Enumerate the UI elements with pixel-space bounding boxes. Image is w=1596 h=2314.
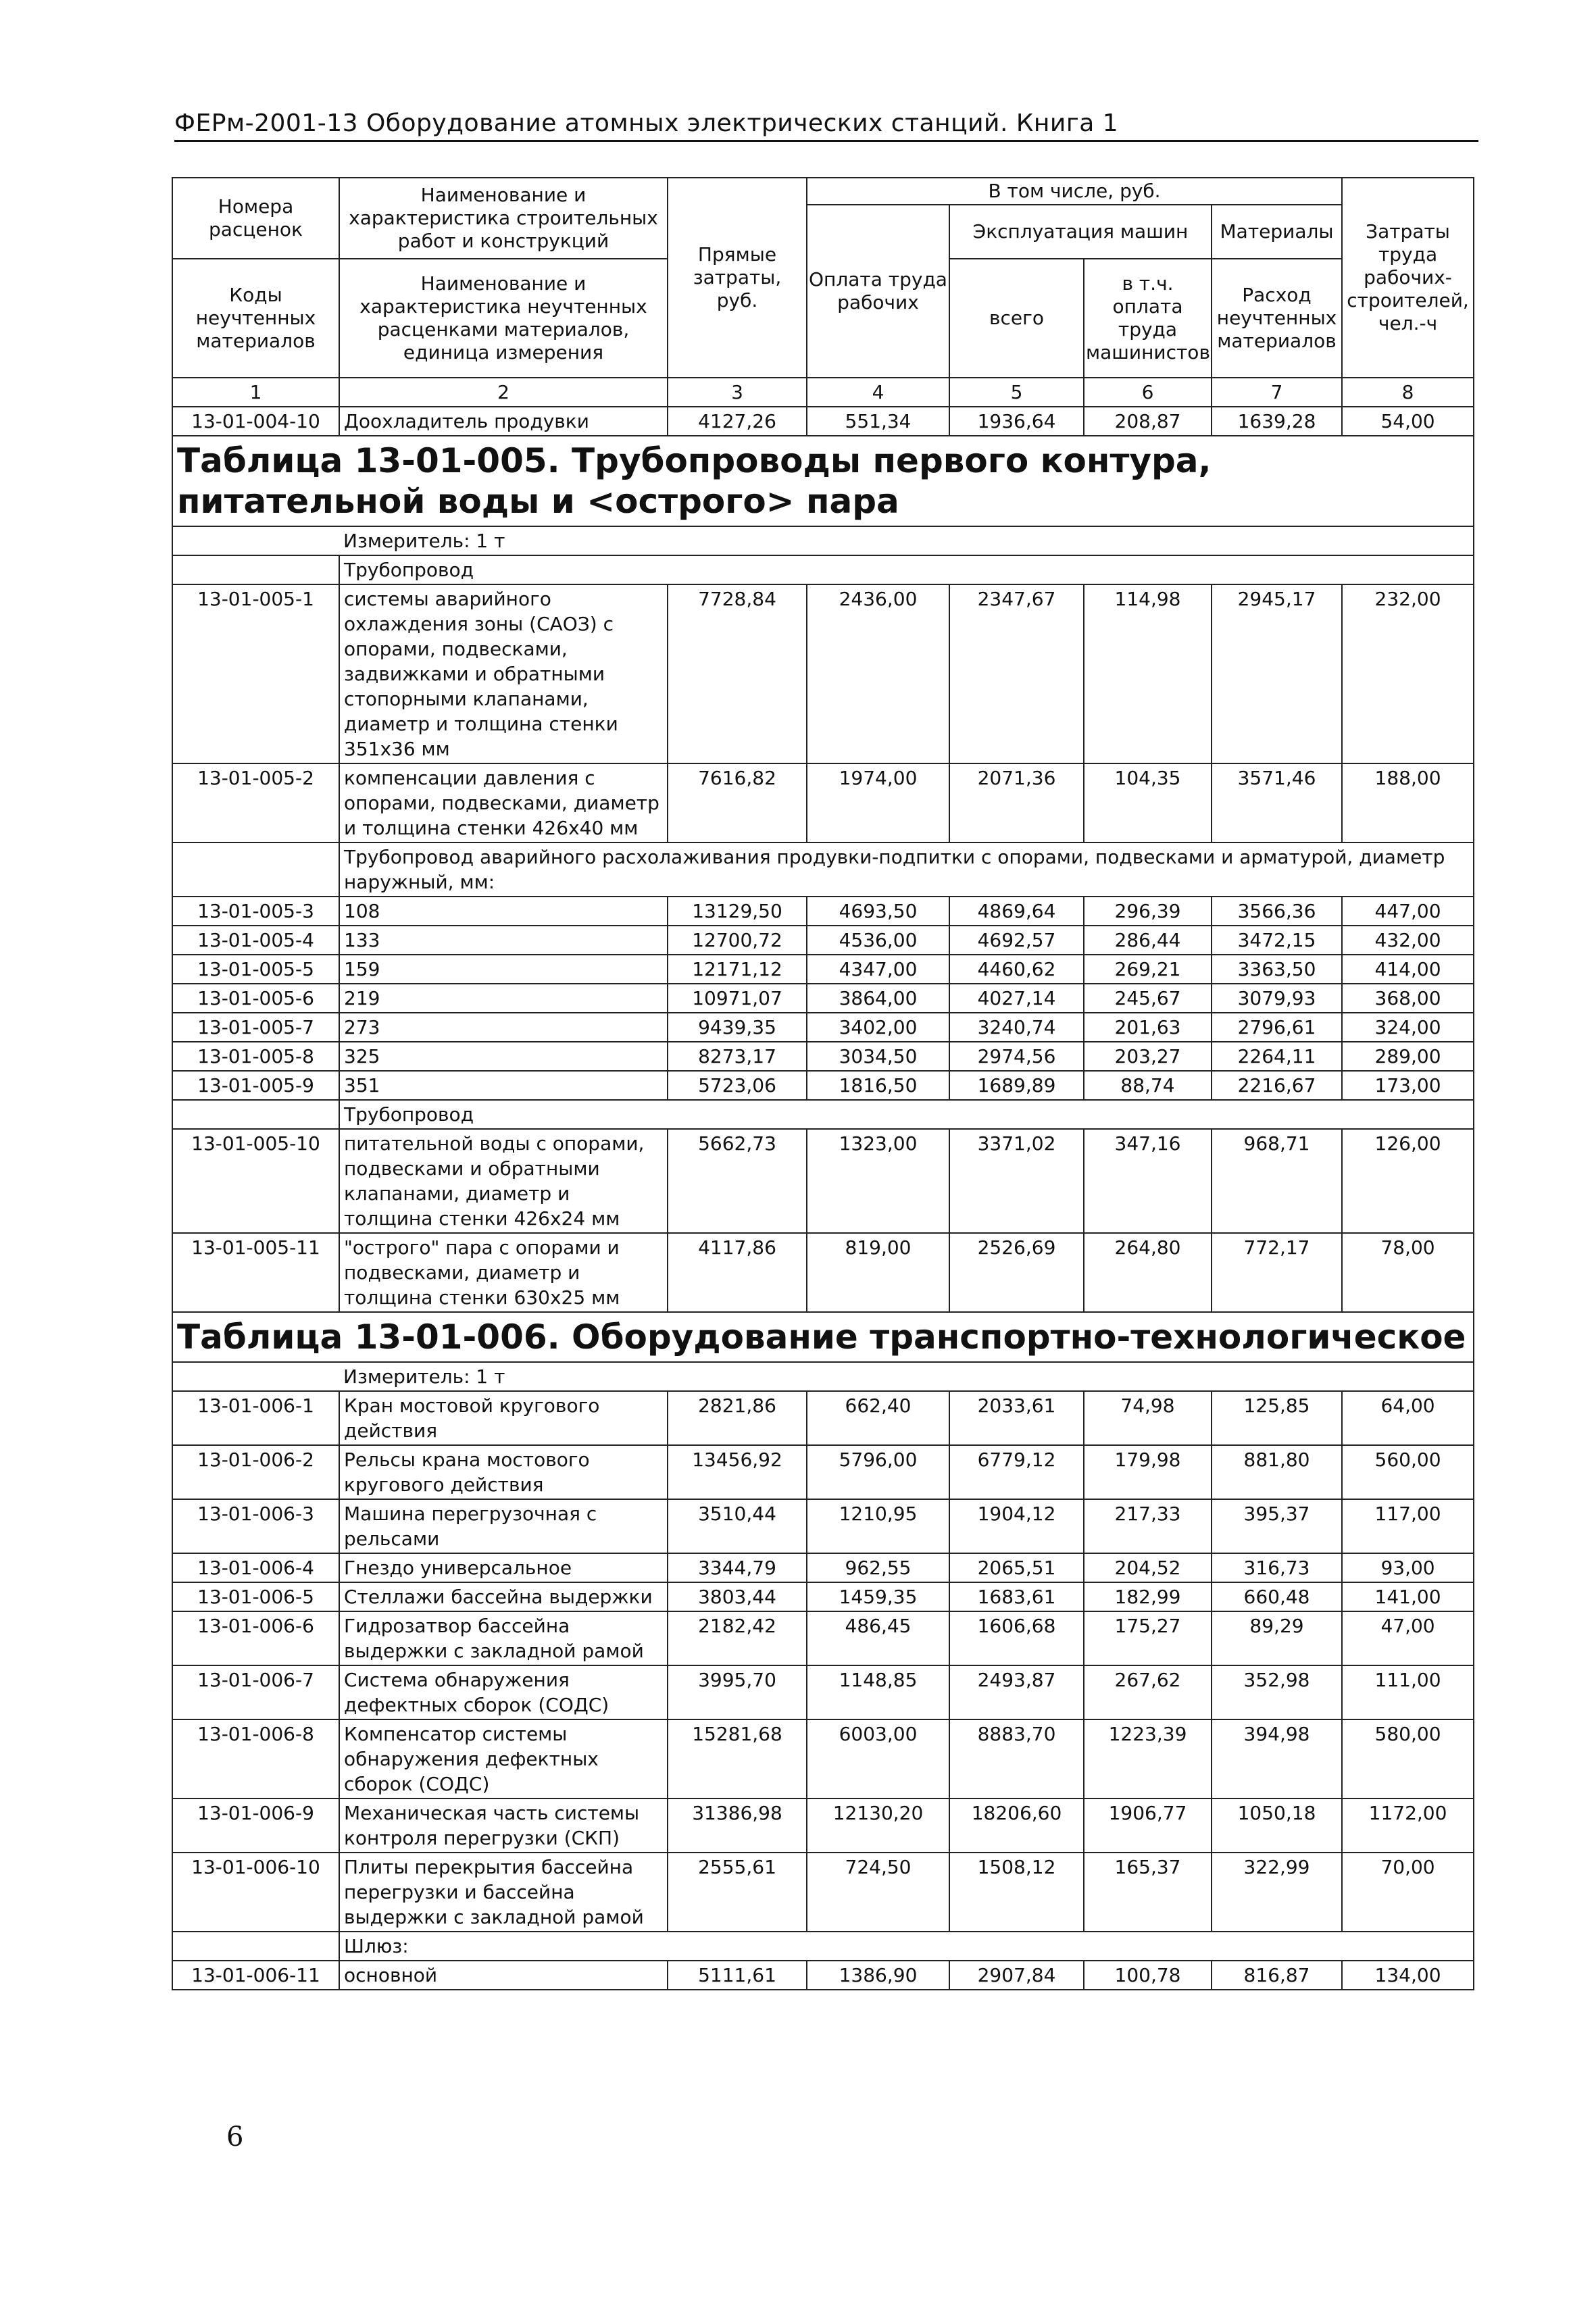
row-code: 13-01-006-7	[172, 1665, 339, 1719]
row-value: 3402,00	[807, 1013, 949, 1042]
row-code: 13-01-005-6	[172, 984, 339, 1013]
row-value: 8273,17	[668, 1042, 807, 1071]
row-code: 13-01-005-9	[172, 1071, 339, 1100]
row-value: 9439,35	[668, 1013, 807, 1042]
table-006-title: Таблица 13-01-006. Оборудование транспортно-технологическое	[172, 1312, 1474, 1362]
row-value: 78,00	[1342, 1233, 1474, 1312]
row-value: 414,00	[1342, 955, 1474, 984]
row-value: 126,00	[1342, 1129, 1474, 1233]
row-value: 560,00	[1342, 1445, 1474, 1499]
row-value: 4027,14	[949, 984, 1084, 1013]
table-row	[172, 584, 1474, 763]
row-value: 432,00	[1342, 926, 1474, 955]
table-row	[172, 1665, 1474, 1719]
row-value: 3034,50	[807, 1042, 949, 1071]
row-name: Механическая часть системы контроля перегрузки (СКП)	[339, 1799, 668, 1853]
row-value: 267,62	[1084, 1665, 1212, 1719]
row-value: 204,52	[1084, 1553, 1212, 1582]
page-number: 6	[226, 2121, 244, 2153]
row-code: 13-01-006-3	[172, 1499, 339, 1553]
table-row	[172, 1719, 1474, 1799]
row-value: 5796,00	[807, 1445, 949, 1499]
row-code: 13-01-005-7	[172, 1013, 339, 1042]
row-value: 324,00	[1342, 1013, 1474, 1042]
row-value: 93,00	[1342, 1553, 1474, 1582]
row-value: 6003,00	[807, 1719, 949, 1799]
row-code: 13-01-006-6	[172, 1611, 339, 1665]
row-value: 3566,36	[1212, 897, 1342, 926]
row-value: 74,98	[1084, 1391, 1212, 1445]
row-value: 54,00	[1342, 407, 1474, 436]
row-name: 273	[339, 1013, 668, 1042]
row-name: "острого" пара с опорами и подвесками, диаметр и толщина стенки 630x25 мм	[339, 1233, 668, 1312]
row-value: 968,71	[1212, 1129, 1342, 1233]
row-name: Система обнаружения дефектных сборок (СОДС)	[339, 1665, 668, 1719]
row-value: 1050,18	[1212, 1799, 1342, 1853]
row-value: 322,99	[1212, 1853, 1342, 1932]
table-row	[172, 1799, 1474, 1853]
row-code: 13-01-006-4	[172, 1553, 339, 1582]
table-row	[172, 1071, 1474, 1100]
row-value: 296,39	[1084, 897, 1212, 926]
group-label: Трубопровод	[339, 555, 1474, 584]
row-value: 2071,36	[949, 763, 1084, 842]
row-name: Рельсы крана мостового кругового действия	[339, 1445, 668, 1499]
row-value: 269,21	[1084, 955, 1212, 984]
row-value: 7728,84	[668, 584, 807, 763]
row-code: 13-01-005-5	[172, 955, 339, 984]
row-value: 2065,51	[949, 1553, 1084, 1582]
col-number: 7	[1212, 378, 1342, 407]
table-row	[172, 1013, 1474, 1042]
row-value: 1639,28	[1212, 407, 1342, 436]
row-value: 347,16	[1084, 1129, 1212, 1233]
row-value: 3079,93	[1212, 984, 1342, 1013]
row-value: 1683,61	[949, 1582, 1084, 1611]
row-value: 2264,11	[1212, 1042, 1342, 1071]
row-value: 3571,46	[1212, 763, 1342, 842]
row-value: 1689,89	[949, 1071, 1084, 1100]
row-value: 1386,90	[807, 1961, 949, 1990]
row-code: 13-01-006-1	[172, 1391, 339, 1445]
col-machines-pay: в т.ч. оплата труда машинистов	[1084, 259, 1212, 378]
row-value: 264,80	[1084, 1233, 1212, 1312]
row-value: 31386,98	[668, 1799, 807, 1853]
row-value: 4536,00	[807, 926, 949, 955]
row-code: 13-01-006-8	[172, 1719, 339, 1799]
row-name: 325	[339, 1042, 668, 1071]
row-value: 2493,87	[949, 1665, 1084, 1719]
row-value: 111,00	[1342, 1665, 1474, 1719]
table-row	[172, 955, 1474, 984]
table-row	[172, 1582, 1474, 1611]
row-value: 125,85	[1212, 1391, 1342, 1445]
row-value: 2182,42	[668, 1611, 807, 1665]
col-number: 4	[807, 378, 949, 407]
row-name: Гнездо универсальное	[339, 1553, 668, 1582]
row-value: 5723,06	[668, 1071, 807, 1100]
row-value: 395,37	[1212, 1499, 1342, 1553]
row-value: 10971,07	[668, 984, 807, 1013]
row-value: 1223,39	[1084, 1719, 1212, 1799]
row-value: 3344,79	[668, 1553, 807, 1582]
row-value: 88,74	[1084, 1071, 1212, 1100]
row-value: 1606,68	[949, 1611, 1084, 1665]
row-value: 175,27	[1084, 1611, 1212, 1665]
row-value: 1508,12	[949, 1853, 1084, 1932]
row-value: 3510,44	[668, 1499, 807, 1553]
row-value: 134,00	[1342, 1961, 1474, 1990]
col-number: 8	[1342, 378, 1474, 407]
row-value: 13129,50	[668, 897, 807, 926]
col-including: В том числе, руб.	[807, 178, 1342, 205]
row-value: 4117,86	[668, 1233, 807, 1312]
col-machines-total: всего	[949, 259, 1084, 378]
row-value: 580,00	[1342, 1719, 1474, 1799]
table-row	[172, 984, 1474, 1013]
row-value: 208,87	[1084, 407, 1212, 436]
row-value: 217,33	[1084, 1499, 1212, 1553]
row-code: 13-01-006-11	[172, 1961, 339, 1990]
row-value: 12700,72	[668, 926, 807, 955]
row-value: 141,00	[1342, 1582, 1474, 1611]
row-value: 6779,12	[949, 1445, 1084, 1499]
row-value: 3803,44	[668, 1582, 807, 1611]
row-value: 64,00	[1342, 1391, 1474, 1445]
row-value: 2945,17	[1212, 584, 1342, 763]
row-value: 2821,86	[668, 1391, 807, 1445]
table-row	[172, 926, 1474, 955]
row-name: Кран мостовой кругового действия	[339, 1391, 668, 1445]
row-value: 7616,82	[668, 763, 807, 842]
row-name: 159	[339, 955, 668, 984]
row-value: 70,00	[1342, 1853, 1474, 1932]
table-row	[172, 1853, 1474, 1932]
row-value: 660,48	[1212, 1582, 1342, 1611]
row-code: 13-01-006-10	[172, 1853, 339, 1932]
col-number: 2	[339, 378, 668, 407]
row-value: 2216,67	[1212, 1071, 1342, 1100]
row-value: 100,78	[1084, 1961, 1212, 1990]
row-value: 447,00	[1342, 897, 1474, 926]
row-value: 368,00	[1342, 984, 1474, 1013]
row-value: 12171,12	[668, 955, 807, 984]
table-row	[172, 1553, 1474, 1582]
row-value: 819,00	[807, 1233, 949, 1312]
row-name: 351	[339, 1071, 668, 1100]
row-value: 1148,85	[807, 1665, 949, 1719]
row-value: 4127,26	[668, 407, 807, 436]
row-value: 1906,77	[1084, 1799, 1212, 1853]
row-code: 13-01-005-2	[172, 763, 339, 842]
row-value: 245,67	[1084, 984, 1212, 1013]
row-value: 4460,62	[949, 955, 1084, 984]
row-value: 352,98	[1212, 1665, 1342, 1719]
table-row	[172, 897, 1474, 926]
row-name: Стеллажи бассейна выдержки	[339, 1582, 668, 1611]
column-numbers-row	[172, 378, 1474, 407]
table-row	[172, 1499, 1474, 1553]
table-006-measure: Измеритель: 1 т	[339, 1362, 1474, 1391]
col-codes-b: Коды неучтенных материалов	[172, 259, 339, 378]
table-row	[172, 1391, 1474, 1445]
row-value: 188,00	[1342, 763, 1474, 842]
col-codes-a: Номера расценок	[172, 178, 339, 259]
row-name: 133	[339, 926, 668, 955]
table-row	[172, 1042, 1474, 1071]
col-number: 1	[172, 378, 339, 407]
row-value: 8883,70	[949, 1719, 1084, 1799]
row-value: 3472,15	[1212, 926, 1342, 955]
table-row	[172, 763, 1474, 842]
row-value: 3371,02	[949, 1129, 1084, 1233]
row-value: 179,98	[1084, 1445, 1212, 1499]
row-value: 18206,60	[949, 1799, 1084, 1853]
row-value: 3864,00	[807, 984, 949, 1013]
row-value: 2033,61	[949, 1391, 1084, 1445]
row-value: 881,80	[1212, 1445, 1342, 1499]
col-direct-costs: Прямые затраты, руб.	[668, 178, 807, 378]
row-value: 2555,61	[668, 1853, 807, 1932]
row-value: 394,98	[1212, 1719, 1342, 1799]
row-value: 12130,20	[807, 1799, 949, 1853]
row-value: 3995,70	[668, 1665, 807, 1719]
row-value: 232,00	[1342, 584, 1474, 763]
row-code: 13-01-006-5	[172, 1582, 339, 1611]
row-value: 1816,50	[807, 1071, 949, 1100]
row-code: 13-01-005-10	[172, 1129, 339, 1233]
row-value: 165,37	[1084, 1853, 1212, 1932]
row-value: 182,99	[1084, 1582, 1212, 1611]
row-name: Гидрозатвор бассейна выдержки с закладной рамой	[339, 1611, 668, 1665]
row-value: 104,35	[1084, 763, 1212, 842]
row-value: 4347,00	[807, 955, 949, 984]
row-value: 724,50	[807, 1853, 949, 1932]
row-value: 289,00	[1342, 1042, 1474, 1071]
table-row	[172, 1611, 1474, 1665]
row-name: питательной воды с опорами, подвесками и обратными клапанами, диаметр и толщина стенки 426x24 мм	[339, 1129, 668, 1233]
col-number: 5	[949, 378, 1084, 407]
col-name-a: Наименование и характеристика строительных работ и конструкций	[339, 178, 668, 259]
table-row	[172, 1445, 1474, 1499]
col-materials-use: Расход неучтенных материалов	[1212, 259, 1342, 378]
row-value: 5662,73	[668, 1129, 807, 1233]
row-value: 3240,74	[949, 1013, 1084, 1042]
row-value: 201,63	[1084, 1013, 1212, 1042]
row-name: Доохладитель продувки	[339, 407, 668, 436]
row-name: компенсации давления с опорами, подвесками, диаметр и толщина стенки 426x40 мм	[339, 763, 668, 842]
row-code: 13-01-006-2	[172, 1445, 339, 1499]
table-row	[172, 1961, 1474, 1990]
row-value: 1323,00	[807, 1129, 949, 1233]
row-value: 816,87	[1212, 1961, 1342, 1990]
row-name: основной	[339, 1961, 668, 1990]
row-code: 13-01-006-9	[172, 1799, 339, 1853]
page-header: ФЕРм-2001-13 Оборудование атомных электрических станций. Книга 1	[174, 109, 1478, 142]
table-row	[172, 1233, 1474, 1312]
row-value: 47,00	[1342, 1611, 1474, 1665]
row-value: 4869,64	[949, 897, 1084, 926]
rates-table	[172, 177, 1474, 1990]
table-005-title: Таблица 13-01-005. Трубопроводы первого контура, питательной воды и <острого> пара	[172, 436, 1474, 526]
table-005-measure: Измеритель: 1 т	[339, 526, 1474, 555]
row-value: 962,55	[807, 1553, 949, 1582]
row-code: 13-01-005-1	[172, 584, 339, 763]
row-value: 772,17	[1212, 1233, 1342, 1312]
row-value: 4692,57	[949, 926, 1084, 955]
row-name: 108	[339, 897, 668, 926]
row-value: 1459,35	[807, 1582, 949, 1611]
row-value: 15281,68	[668, 1719, 807, 1799]
col-name-b: Наименование и характеристика неучтенных расценками материалов, единица измерения	[339, 259, 668, 378]
row-value: 2796,61	[1212, 1013, 1342, 1042]
col-number: 3	[668, 378, 807, 407]
col-machines: Эксплуатация машин	[949, 205, 1212, 259]
group-label: Трубопровод	[339, 1100, 1474, 1129]
row-value: 203,27	[1084, 1042, 1212, 1071]
row-value: 486,45	[807, 1611, 949, 1665]
row-value: 2907,84	[949, 1961, 1084, 1990]
row-value: 3363,50	[1212, 955, 1342, 984]
row-value: 1974,00	[807, 763, 949, 842]
row-value: 286,44	[1084, 926, 1212, 955]
row-name: системы аварийного охлаждения зоны (САОЗ) с опорами, подвесками, задвижками и обратными стопорными клапанами, диаметр и толщина стенки 351x36 мм	[339, 584, 668, 763]
row-value: 2526,69	[949, 1233, 1084, 1312]
row-value: 2347,67	[949, 584, 1084, 763]
group-label: Шлюз:	[339, 1932, 1474, 1961]
col-labor-pay: Оплата труда рабочих	[807, 205, 949, 378]
row-name: Компенсатор системы обнаружения дефектных сборок (СОДС)	[339, 1719, 668, 1799]
row-code: 13-01-005-4	[172, 926, 339, 955]
row-value: 662,40	[807, 1391, 949, 1445]
row-code: 13-01-005-3	[172, 897, 339, 926]
col-materials: Материалы	[1212, 205, 1342, 259]
row-value: 4693,50	[807, 897, 949, 926]
row-code: 13-01-005-8	[172, 1042, 339, 1071]
row-value: 1172,00	[1342, 1799, 1474, 1853]
row-name: Машина перегрузочная с рельсами	[339, 1499, 668, 1553]
table-row	[172, 1129, 1474, 1233]
row-value: 1904,12	[949, 1499, 1084, 1553]
row-value: 2436,00	[807, 584, 949, 763]
row-value: 1210,95	[807, 1499, 949, 1553]
row-value: 89,29	[1212, 1611, 1342, 1665]
row-value: 173,00	[1342, 1071, 1474, 1100]
row-name: Плиты перекрытия бассейна перегрузки и бассейна выдержки с закладной рамой	[339, 1853, 668, 1932]
col-number: 6	[1084, 378, 1212, 407]
row-value: 2974,56	[949, 1042, 1084, 1071]
row-value: 316,73	[1212, 1553, 1342, 1582]
row-value: 551,34	[807, 407, 949, 436]
group-label: Трубопровод аварийного расхолаживания продувки-подпитки с опорами, подвесками и арматурой, диаметр наружный, мм:	[339, 842, 1474, 897]
row-code: 13-01-005-11	[172, 1233, 339, 1312]
col-labor-costs: Затраты труда рабочих-строителей, чел.-ч	[1342, 178, 1474, 378]
row-value: 1936,64	[949, 407, 1084, 436]
row-value: 117,00	[1342, 1499, 1474, 1553]
row-value: 114,98	[1084, 584, 1212, 763]
table-row	[172, 407, 1474, 436]
row-value: 5111,61	[668, 1961, 807, 1990]
row-value: 13456,92	[668, 1445, 807, 1499]
row-name: 219	[339, 984, 668, 1013]
row-code: 13-01-004-10	[172, 407, 339, 436]
